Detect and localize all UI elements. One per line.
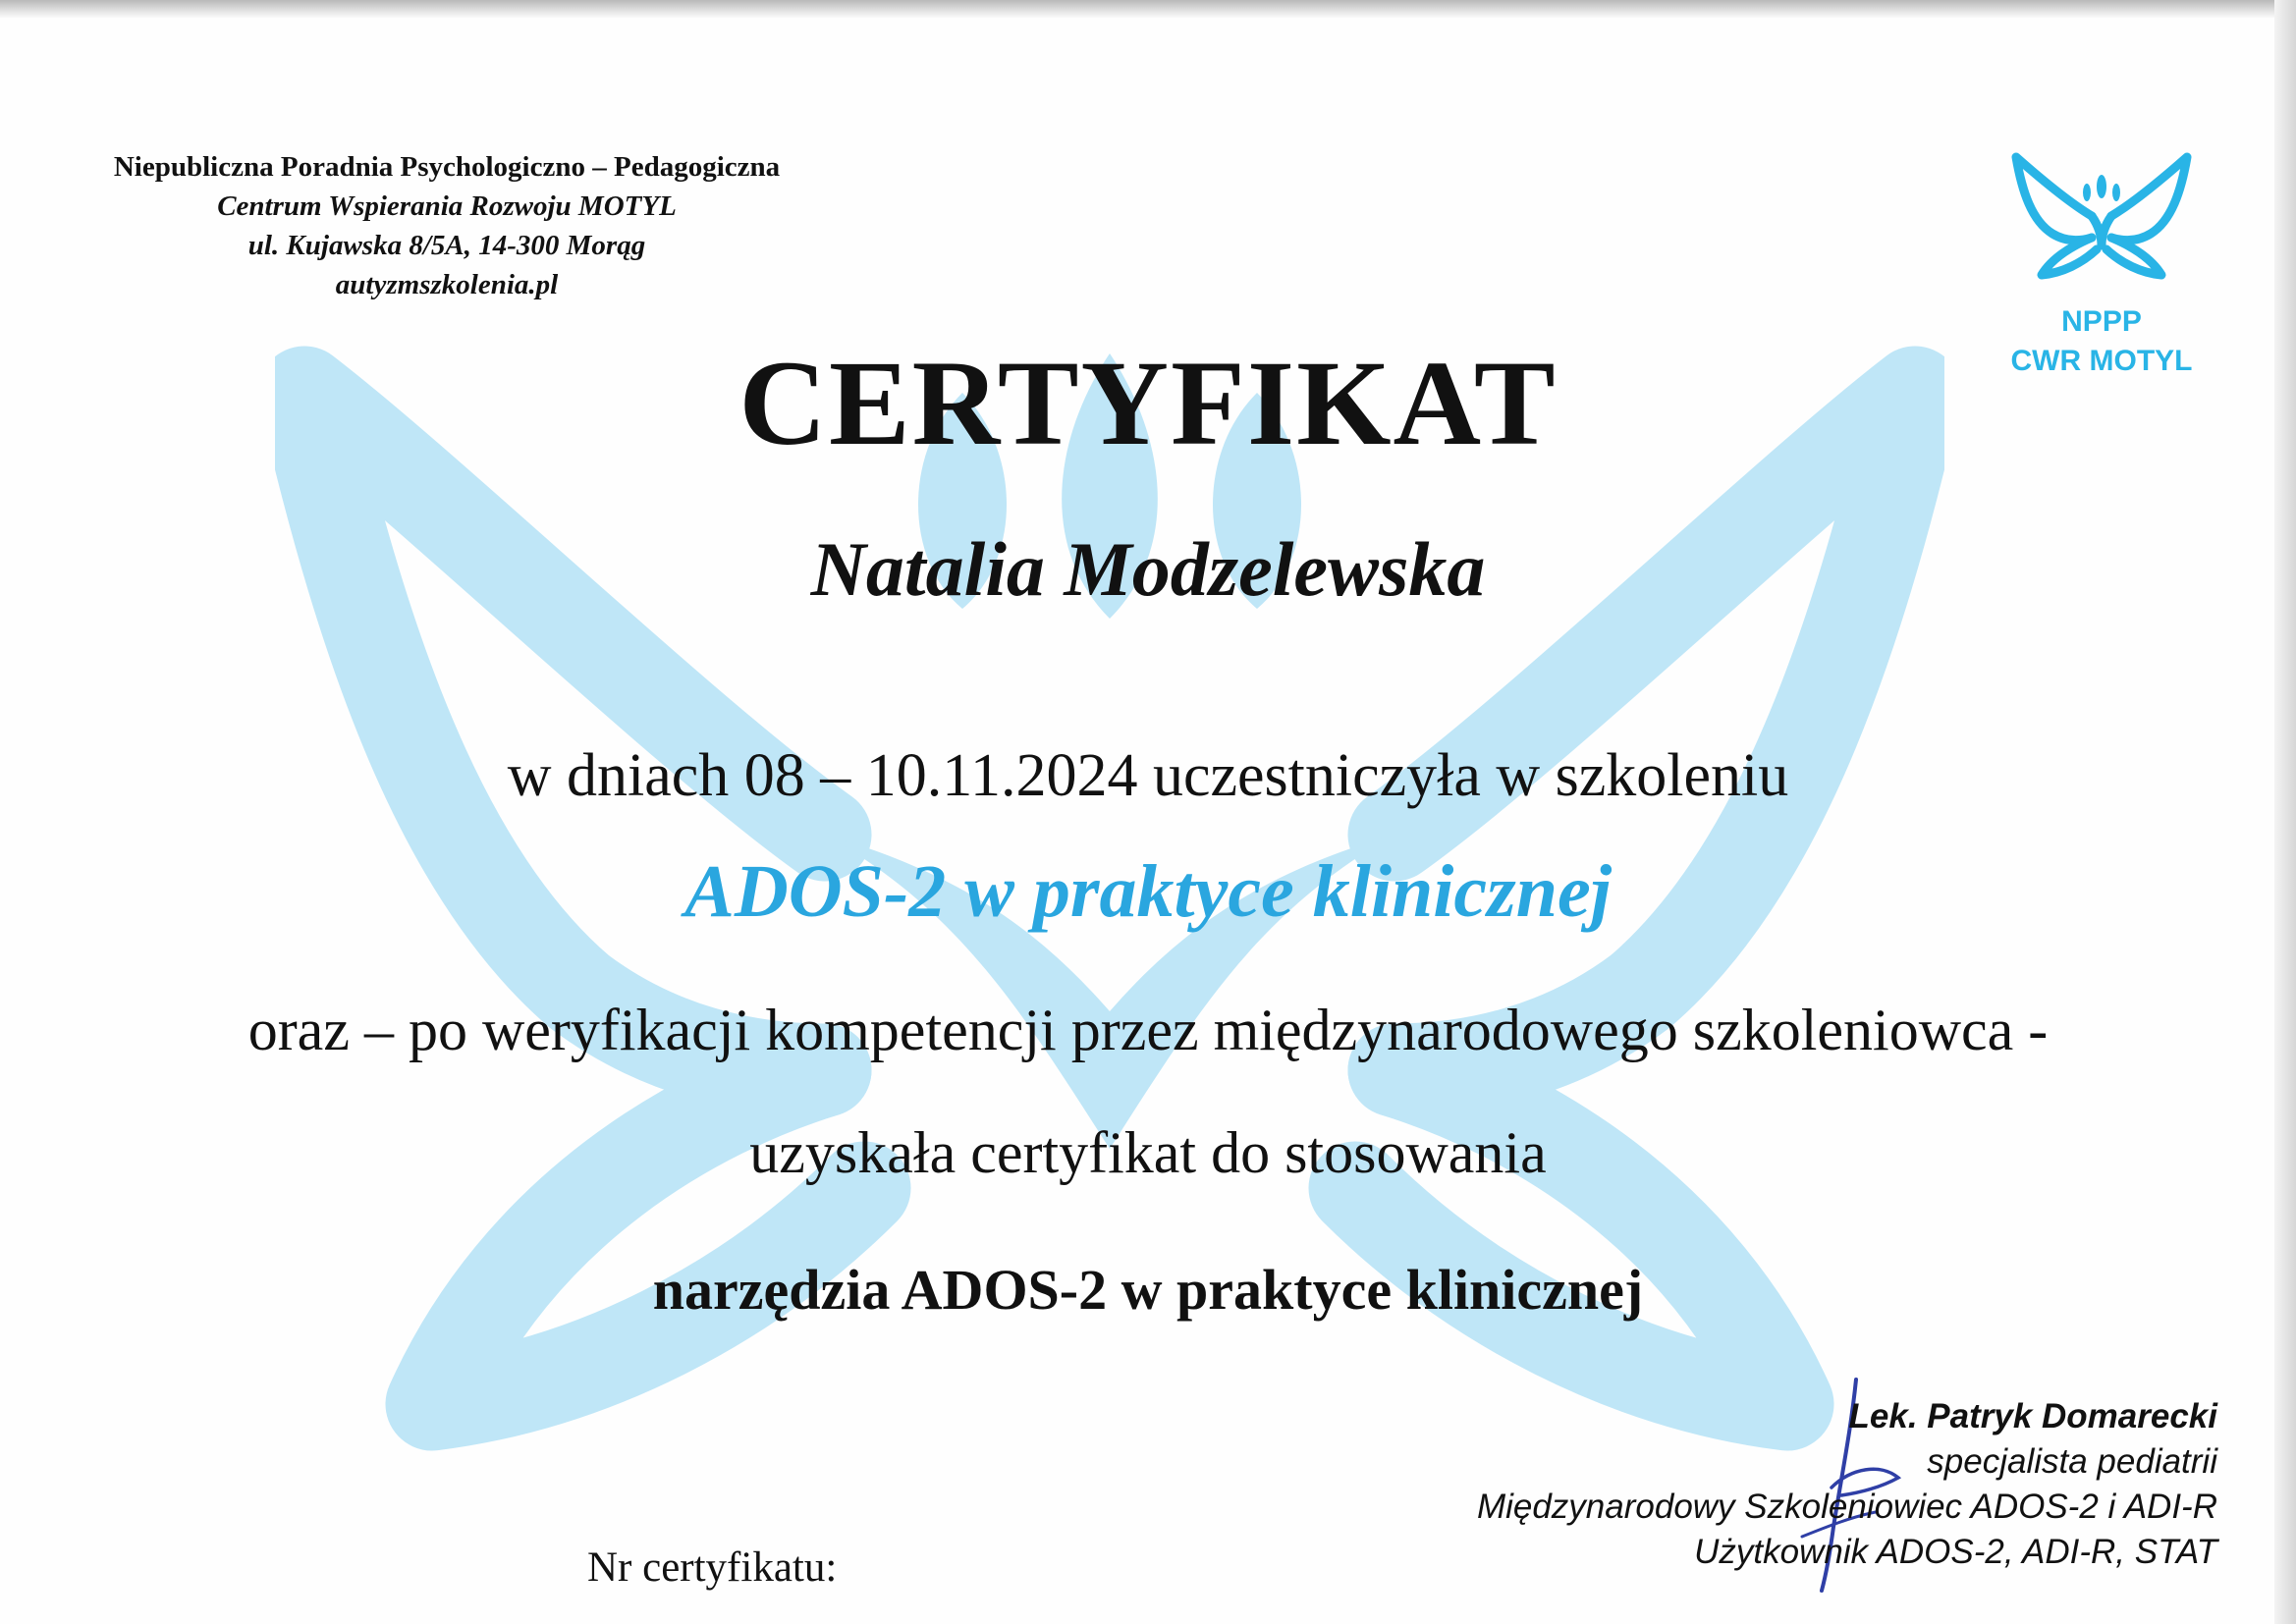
institution-header (49, 147, 845, 304)
scan-edge-top (0, 0, 2296, 18)
organization-name: Niepubliczna Poradnia Psychologiczno – Pedagogiczna (113, 151, 781, 183)
dates-line: w dniach 08 – 10.11.2024 uczestniczyła w szkoleniu (507, 742, 1789, 809)
website: autyzmszkolenia.pl (335, 269, 559, 300)
recipient-name: Natalia Modzelewska (810, 526, 1486, 612)
logo-line-2: CWR MOTYL (2010, 345, 2193, 377)
signatory-block (1334, 1394, 2217, 1575)
butterfly-logo-icon (2008, 147, 2195, 285)
center-name: Centrum Wspierania Rozwoju MOTYL (217, 190, 677, 222)
signatory-title-2: Międzynarodowy Szkoleniowiec ADOS-2 i ADI-R (1476, 1488, 2217, 1526)
signatory-name: Lek. Patryk Domarecki (1848, 1397, 2217, 1435)
scan-edge-right (2274, 0, 2296, 1624)
tool-line: narzędzia ADOS-2 w praktyce klinicznej (652, 1258, 1644, 1322)
obtained-line: uzyskała certyfikat do stosowania (749, 1120, 1547, 1185)
logo-line-1: NPPP (2061, 305, 2142, 338)
signatory-title-1: specjalista pediatrii (1927, 1442, 2217, 1481)
address: ul. Kujawska 8/5A, 14-300 Morąg (247, 230, 646, 261)
course-title: ADOS-2 w praktyce klinicznej (684, 850, 1612, 933)
signatory-title-3: Użytkownik ADOS-2, ADI-R, STAT (1694, 1533, 2217, 1571)
certificate-title: CERTYFIKAT (738, 336, 1558, 470)
certificate-number-label: Nr certyfikatu: (587, 1544, 838, 1591)
verification-line: oraz – po weryfikacji kompetencji przez międzynarodowego szkoleniowca - (247, 998, 2049, 1062)
